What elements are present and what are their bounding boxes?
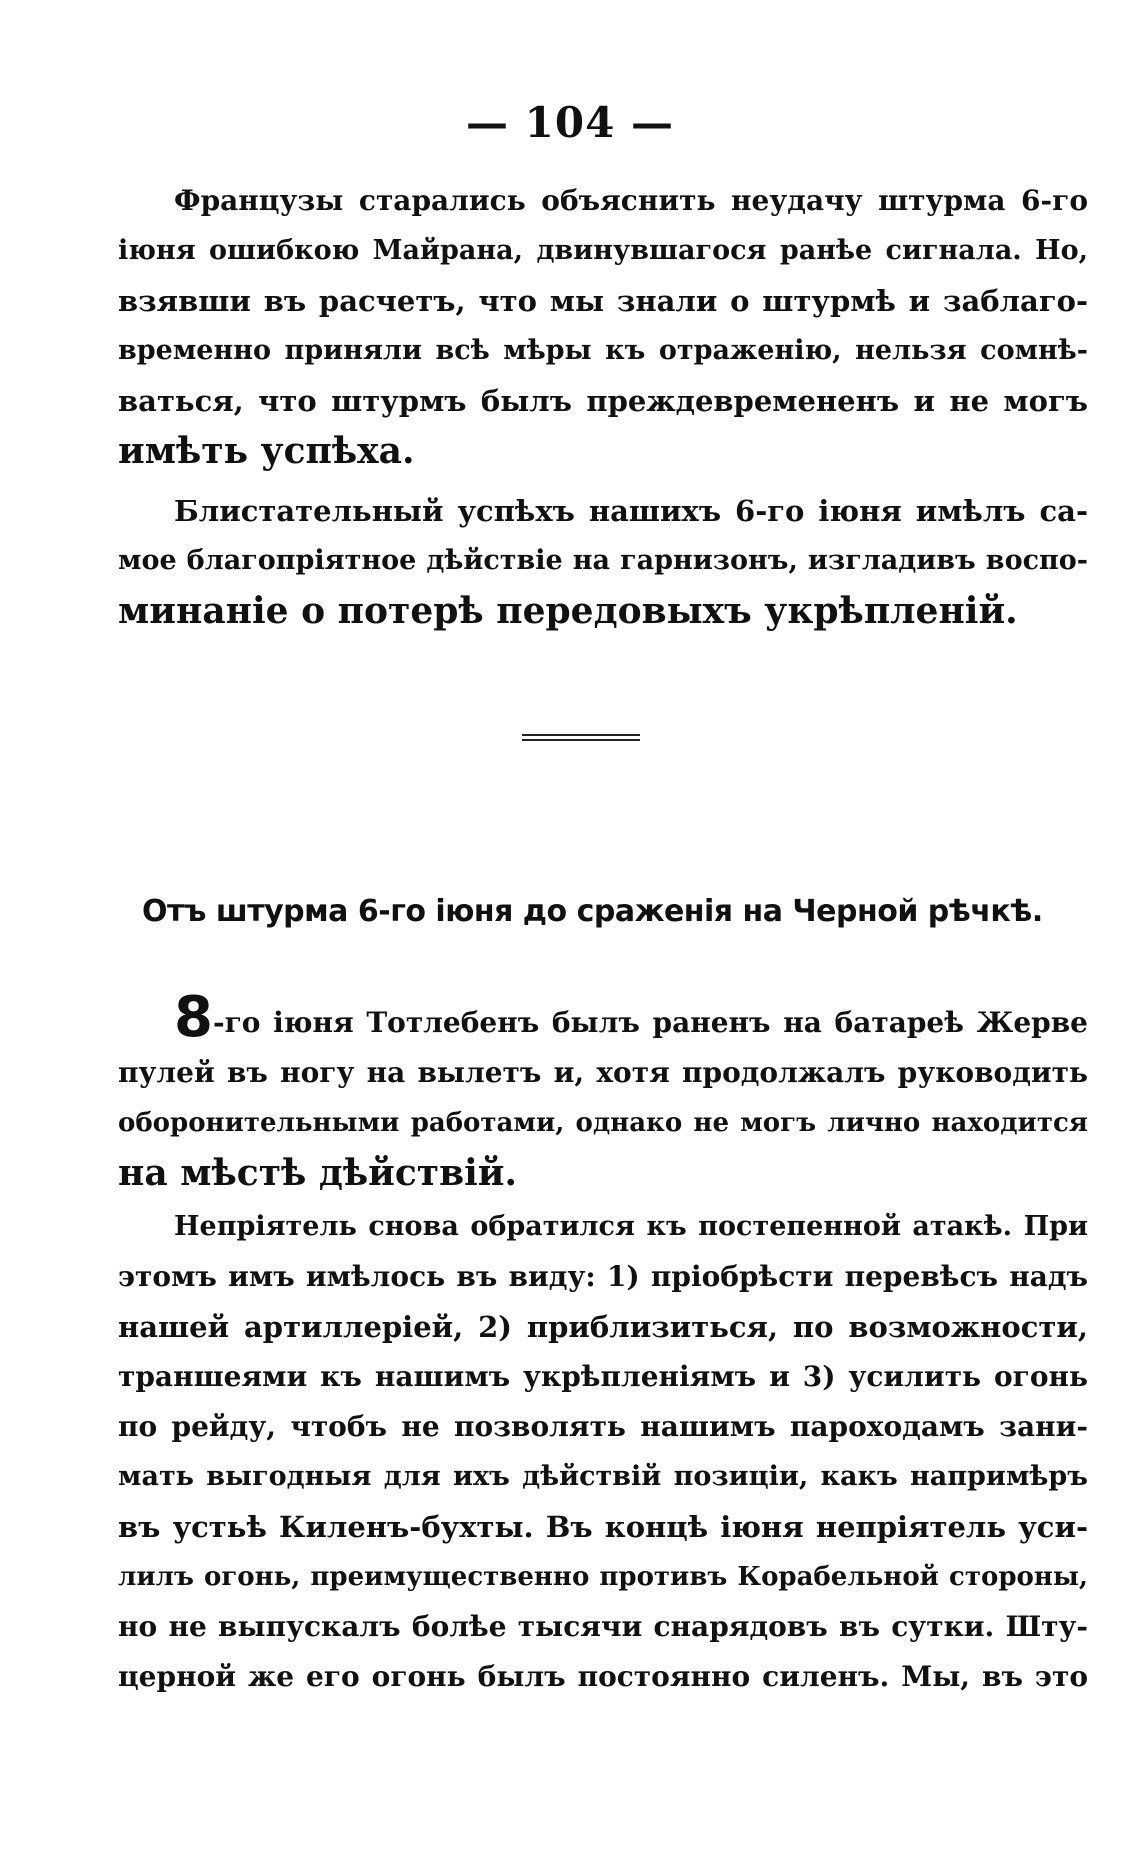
text-line: Французы старались объяснить неудачу штурма 6-го — [174, 184, 1088, 217]
text-line: временно приняли всѣ мѣры къ отраженію, нельзя сомнѣ- — [118, 335, 1088, 366]
text-line: Непріятель снова обратился къ постепенной атакѣ. При — [174, 1211, 1088, 1242]
text-line: церной же его огонь былъ постоянно силенъ. Мы, въ это — [118, 1660, 1088, 1693]
text-line: минаніе о потерѣ передовыхъ укрѣпленій. — [118, 590, 1018, 632]
paragraph-totleben-wounded — [118, 985, 1088, 1198]
text-line: въ устьѣ Киленъ-бухты. Въ концѣ іюня непріятель уси- — [118, 1510, 1088, 1544]
text-line: траншеями къ нашимъ укрѣпленіямъ и 3) усилить огонь — [118, 1360, 1088, 1393]
text-line: взявши въ расчетъ, что мы знали о штурмѣ и заблаго- — [118, 284, 1088, 318]
text-line: по рейду, чтобъ не позволять нашимъ пароходамъ зани- — [118, 1410, 1088, 1443]
text-line: оборонительными работами, однако не могъ лично находится — [118, 1108, 1088, 1138]
paragraph-brilliant-success — [118, 486, 1088, 636]
text-line — [118, 985, 1088, 1050]
section-divider — [522, 734, 640, 741]
dropcap: 8 — [174, 985, 213, 1050]
text-line: іюня ошибкою Майрана, двинувшагося ранѣе сигнала. Но, — [118, 235, 1088, 266]
text-line: имѣть успѣха. — [118, 430, 415, 472]
section-heading: Отъ штурма 6-го іюня до сраженія на Черной рѣчкѣ. — [142, 894, 1043, 929]
page-number: — 104 — — [466, 98, 674, 147]
text-line: нашей артиллеріей, 2) приблизиться, по возможности, — [118, 1310, 1088, 1344]
text-line-rest: -го іюня Тотлебенъ былъ раненъ на батареѣ Жерве — [212, 1006, 1088, 1039]
paragraph-enemy-siege — [118, 1202, 1088, 1702]
text-line: на мѣстѣ дѣйствій. — [118, 1152, 518, 1194]
text-line: Блистательный успѣхъ нашихъ 6-го іюня имѣлъ са- — [174, 494, 1088, 528]
text-line: но не выпускалъ болѣе тысячи снарядовъ въ сутки. Шту- — [118, 1610, 1088, 1643]
text-line: этомъ имъ имѣлось въ виду: 1) пріобрѣсти перевѣсъ надъ — [118, 1260, 1088, 1293]
text-line: пулей въ ногу на вылетъ и, хотя продолжалъ руководить — [118, 1056, 1088, 1089]
paragraph-french-storm-failure — [118, 176, 1088, 476]
text-line: мать выгодныя для ихъ дѣйствій позиціи, какъ напримѣръ — [118, 1461, 1088, 1492]
text-line: лилъ огонь, преимущественно противъ Корабельной стороны, — [118, 1562, 1088, 1592]
text-line: ваться, что штурмъ былъ преждевремененъ и не могъ — [118, 384, 1088, 418]
text-line: мое благопріятное дѣйствіе на гарнизонъ, изгладивъ воспо- — [118, 545, 1088, 576]
